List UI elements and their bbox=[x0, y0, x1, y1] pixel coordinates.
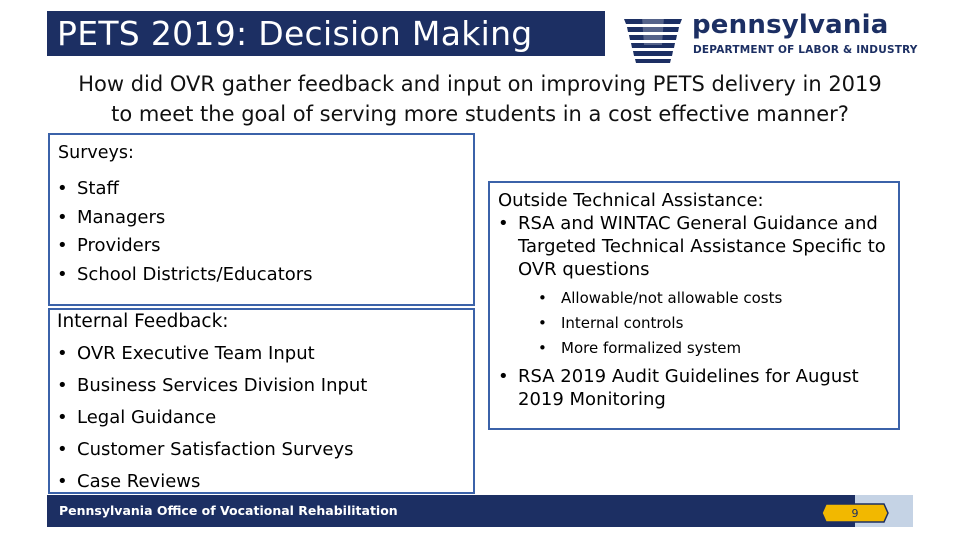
list-item bbox=[57, 232, 313, 261]
bullet-icon: • bbox=[57, 206, 68, 228]
footer-text: Pennsylvania Office of Vocational Rehabilitation bbox=[59, 503, 398, 518]
list-item bbox=[57, 175, 313, 204]
list-item bbox=[57, 370, 367, 402]
outside-heading: Outside Technical Assistance: bbox=[498, 190, 764, 211]
bullet-icon: • bbox=[57, 235, 68, 257]
sub-list-item-label: Allowable/not allowable costs bbox=[561, 289, 783, 307]
list-item-label: Business Services Division Input bbox=[77, 375, 368, 396]
list-item-label: RSA and WINTAC General Guidance and Targeted Technical Assistance Specific to OVR questions bbox=[518, 213, 886, 280]
bullet-icon: • bbox=[57, 264, 68, 286]
internal-heading: Internal Feedback: bbox=[57, 311, 229, 332]
bullet-icon: • bbox=[57, 439, 68, 460]
internal-feedback-box bbox=[48, 308, 475, 494]
pennsylvania-logo bbox=[622, 12, 922, 68]
sub-list-item bbox=[538, 336, 893, 361]
list-item bbox=[498, 212, 893, 281]
outside-content bbox=[498, 189, 893, 411]
question-line-2: to meet the goal of serving more students in a cost effective manner? bbox=[111, 102, 849, 126]
bullet-icon: • bbox=[57, 343, 68, 364]
title-bar bbox=[47, 11, 605, 56]
bullet-icon: • bbox=[57, 375, 68, 396]
list-item-label: Staff bbox=[77, 178, 119, 199]
sub-list-item-label: Internal controls bbox=[561, 314, 684, 332]
page-number: 9 bbox=[851, 507, 859, 520]
sub-list-item bbox=[538, 286, 893, 311]
list-item-label: School Districts/Educators bbox=[77, 264, 313, 286]
footer-bar bbox=[47, 495, 913, 527]
bullet-icon: • bbox=[538, 339, 547, 357]
list-item-label: RSA 2019 Audit Guidelines for August 2019 Monitoring bbox=[518, 366, 859, 410]
list-item-label: Case Reviews bbox=[77, 471, 201, 492]
list-item bbox=[57, 261, 313, 290]
bullet-icon: • bbox=[57, 178, 68, 199]
surveys-box bbox=[48, 133, 475, 306]
list-item bbox=[57, 402, 367, 434]
surveys-heading: Surveys: bbox=[58, 143, 134, 163]
sub-list-item-label: More formalized system bbox=[561, 339, 742, 357]
bullet-icon: • bbox=[57, 471, 68, 492]
list-item-label: Managers bbox=[77, 206, 166, 228]
list-item-label: Customer Satisfaction Surveys bbox=[77, 439, 354, 460]
sub-list-item bbox=[538, 311, 893, 336]
bullet-icon: • bbox=[538, 289, 547, 307]
logo-subtitle: DEPARTMENT OF LABOR & INDUSTRY bbox=[693, 44, 918, 56]
bullet-icon: • bbox=[498, 366, 509, 387]
list-item bbox=[57, 204, 313, 233]
page-number-badge bbox=[820, 503, 890, 523]
bullet-icon: • bbox=[57, 407, 68, 428]
list-item bbox=[57, 338, 367, 370]
list-item-label: Legal Guidance bbox=[77, 407, 217, 428]
bullet-icon: • bbox=[538, 314, 547, 332]
list-item bbox=[498, 365, 893, 411]
surveys-list bbox=[57, 175, 313, 290]
bullet-icon: • bbox=[498, 213, 509, 234]
list-item-label: OVR Executive Team Input bbox=[77, 343, 315, 364]
internal-list bbox=[57, 338, 367, 498]
question-line-1: How did OVR gather feedback and input on improving PETS delivery in 2019 bbox=[78, 72, 882, 96]
page-title: PETS 2019: Decision Making bbox=[57, 14, 533, 53]
logo-wordmark: pennsylvania bbox=[692, 10, 889, 40]
keystone-icon bbox=[622, 15, 684, 65]
list-item-label: Providers bbox=[77, 235, 161, 257]
outside-assistance-box bbox=[488, 181, 900, 430]
list-item bbox=[57, 434, 367, 466]
list-item bbox=[57, 466, 367, 498]
question-text bbox=[20, 69, 940, 129]
